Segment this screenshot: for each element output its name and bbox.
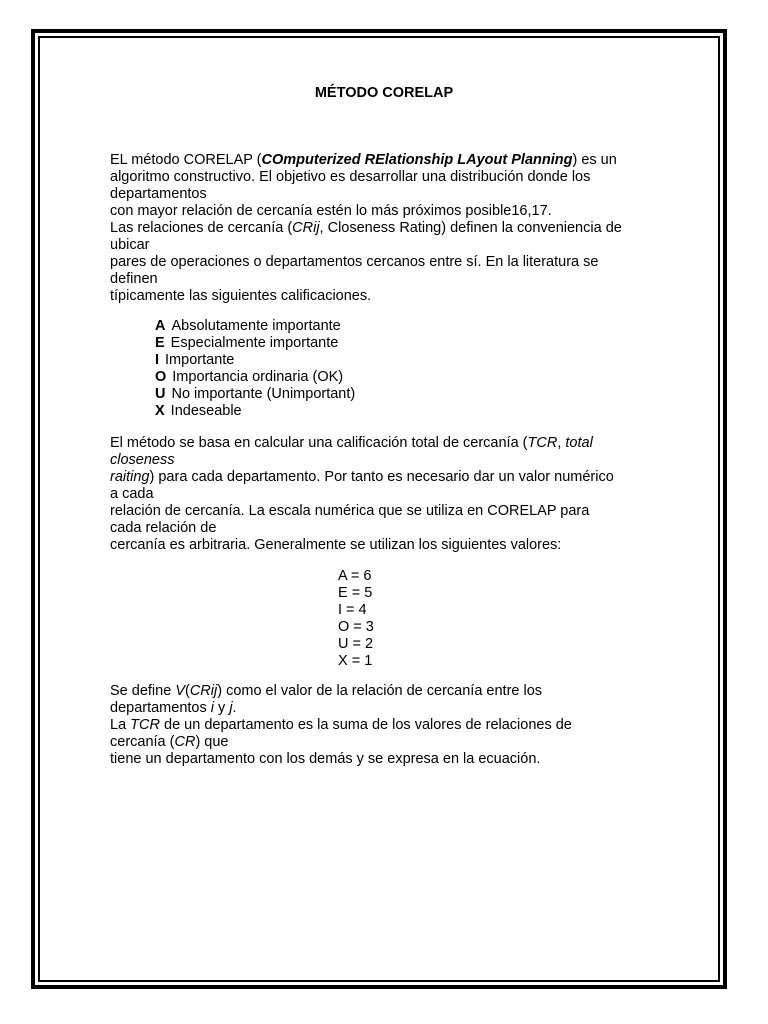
value-item: O = 3: [338, 619, 374, 635]
definition-line-3: La TCR de un departamento es la suma de los valores de relaciones de: [110, 717, 572, 733]
method-line-2: closeness: [110, 452, 175, 468]
rating-item: I Importante: [155, 352, 235, 368]
document-title: MÉTODO CORELAP: [314, 85, 454, 101]
values-list: [338, 568, 374, 670]
rating-item: E Especialmente importante: [155, 335, 339, 351]
method-line-7: cercanía es arbitraria. Generalmente se utilizan los siguientes valores:: [110, 537, 562, 553]
method-paragraph: [110, 435, 670, 554]
rating-item: A Absolutamente importante: [155, 318, 341, 334]
definition-line-5: tiene un departamento con los demás y se expresa en la ecuación.: [110, 751, 541, 767]
intro-line-6: ubicar: [110, 237, 150, 253]
value-item: U = 2: [338, 636, 374, 652]
intro-paragraph: [110, 152, 670, 305]
definition-paragraph: [110, 683, 670, 768]
value-item: X = 1: [338, 653, 373, 669]
definition-line-4: cercanía (CR) que: [110, 734, 229, 750]
intro-line-7: pares de operaciones o departamentos cercanos entre sí. En la literatura se: [110, 254, 599, 270]
definition-line-2: departamentos i y j.: [110, 700, 237, 716]
intro-line-3: departamentos: [110, 186, 207, 202]
method-line-5: relación de cercanía. La escala numérica que se utiliza en CORELAP para: [110, 503, 590, 519]
value-item: E = 5: [338, 585, 373, 601]
ratings-list: [155, 318, 355, 420]
rating-item: X Indeseable: [155, 403, 242, 419]
method-line-6: cada relación de: [110, 520, 217, 536]
method-line-1: El método se basa en calcular una calificación total de cercanía (TCR, total: [110, 435, 593, 451]
intro-line-4: con mayor relación de cercanía estén lo más próximos posible16,17.: [110, 203, 552, 219]
method-line-4: a cada: [110, 486, 154, 502]
intro-line-1: EL método CORELAP (COmputerized RElationship LAyout Planning) es un: [110, 152, 617, 168]
intro-line-5: Las relaciones de cercanía (CRij, Closeness Rating) definen la conveniencia de: [110, 220, 622, 236]
method-line-3: raiting) para cada departamento. Por tanto es necesario dar un valor numérico: [110, 469, 614, 485]
definition-line-1: Se define V(CRij) como el valor de la relación de cercanía entre los: [110, 683, 543, 699]
intro-line-2: algoritmo constructivo. El objetivo es desarrollar una distribución donde los: [110, 169, 591, 185]
rating-item: U No importante (Unimportant): [155, 386, 356, 402]
value-item: A = 6: [338, 568, 372, 584]
value-item: I = 4: [338, 602, 367, 618]
rating-item: O Importancia ordinaria (OK): [155, 369, 344, 385]
intro-line-9: típicamente las siguientes calificaciones.: [110, 288, 372, 304]
intro-line-8: definen: [110, 271, 158, 287]
